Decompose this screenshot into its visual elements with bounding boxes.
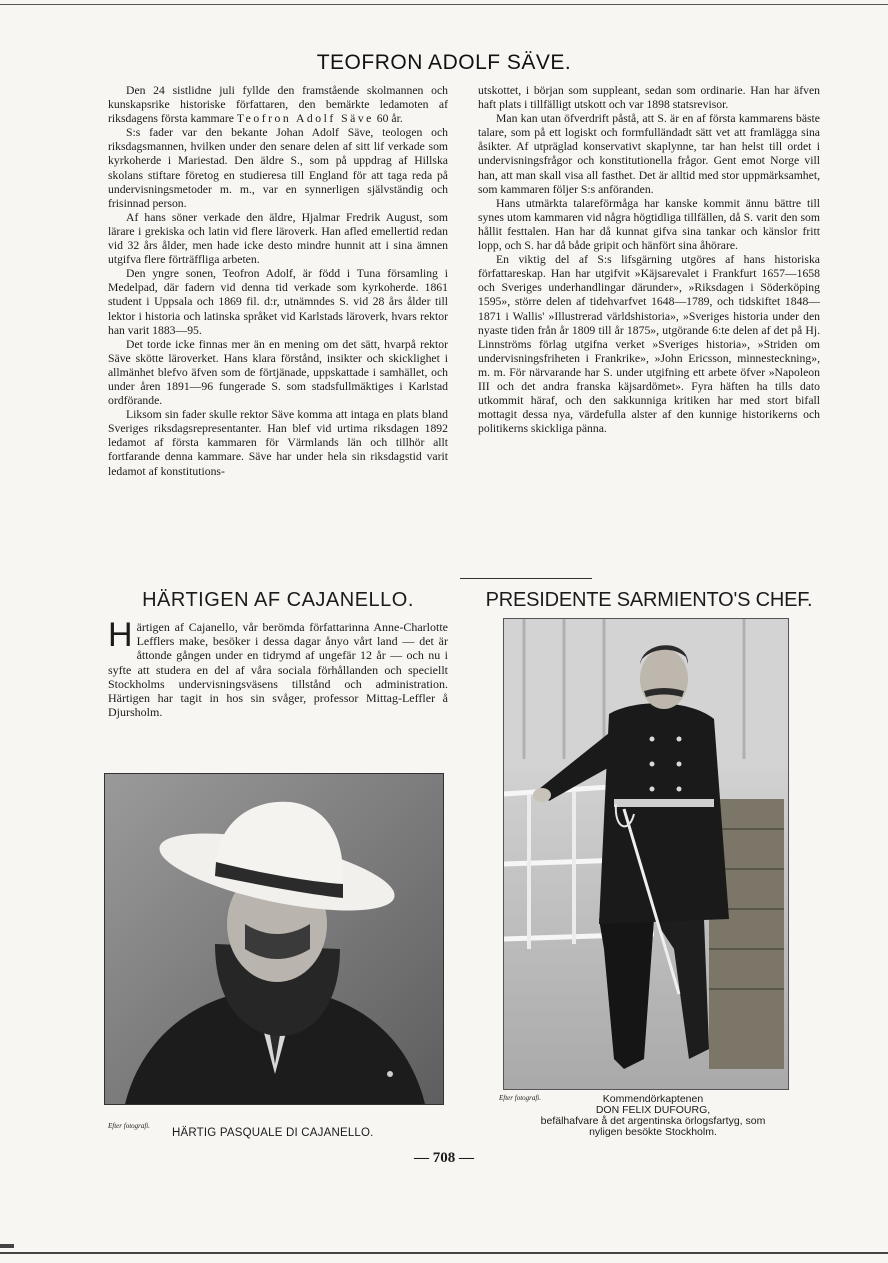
caption-line: nyligen besökte Stockholm. — [589, 1126, 717, 1138]
section-divider — [460, 578, 592, 579]
caption-cajanello: HÄRTIG PASQUALE DI CAJANELLO. — [172, 1127, 374, 1139]
caption-dufourg — [503, 1094, 803, 1138]
article-title-sarmiento: PRESIDENTE SARMIENTO'S CHEF. — [485, 589, 813, 611]
paragraph: utskottet, i början som suppleant, sedan som ordinarie. Han har äfven haft plats i tillfälligt utskott och var 1898 statsrevisor. — [478, 84, 820, 112]
bottom-mark — [0, 1244, 14, 1248]
article-column-left — [108, 84, 448, 479]
paragraph: En viktig del af S:s lifsgärning utgöres af hans historiska författareskap. Han har utgifvit »Käjsarevalet i Frankfurt 1657—1658 och Sveriges underhandlingar därunder», »Riksdagen i Söderköping 1595», större delen af tidehvarfvet 1648—1789, och tidskiftet 1848—1871 i Wallis' »Illustrerad världshistoria», »Sveriges historia under den nyaste tiden från år 1809 till år 1875», utgörande 6:te delen af det på Hj. Linnströms förlag utgifna verket »Sveriges historia», »Striden om undervisningsfriheten i Frankrike», »John Ericsson, minnesteckning», m. m. För närvarande har S. under utgifning ett arbete öfver »Napoleon III och det andra franska käjsardömet». Fyra häften ha tills dato utkommit häraf, och den sakkunniga kritiken har med stort bifall mottagit dessa nya, värdefulla alster af den kunnige historikerns och politikerns skickliga pänna. — [478, 253, 820, 436]
photo-credit: Efter fotografi. — [499, 1094, 541, 1102]
paragraph: ärtigen af Cajanello, vår berömda författarinna Anne-Charlotte Lefflers make, besöker i dessa dagar ånyo vårt land — det är åttonde gången under en tidrymd af ungefär 12 år — och nu i syfte att studera en del af våra sociala förhållanden och speciellt Stockholms undervisningsväsens tillstånd och administration. Härtigen har tagit in hos sin svåger, professor Mittag-Leffler å Djursholm. — [108, 620, 448, 720]
photo-credit: Efter fotografi. — [108, 1122, 150, 1130]
paragraph: Af hans söner verkade den äldre, Hjalmar Fredrik August, som lärare i grekiska och latin vid flere läroverk. Han afled emellertid redan vid 32 års ålder, men hade icke desto mindre hunnit att i sina ämnen utgifva flere förträffliga arbeten. — [108, 210, 448, 267]
paragraph: Den yngre sonen, Teofron Adolf, är född i Tuna församling i Medelpad, där fadern vid denna tid verkade som kyrkoherde. 1861 student i Uppsala och 1869 fil. d:r, utnämndes S. vid 28 års ålder till lektor i historia och latinska språket vid Karlstads läroverk, hvars rektor han varit 1883—95. — [108, 267, 448, 337]
paragraph: Den 24 sistlidne juli fyllde den framstående skolmannen och kunskapsrike historiske författaren, den bemärkte ledamoten af riksdagens första kammare Teofron Adolf Säve 60 år. — [108, 84, 448, 126]
paragraph: Man kan utan öfverdrift påstå, att S. är en af första kammarens bäste talare, som på ett logiskt och formfulländadt sätt vet att framlägga sina åsikter. Af utpräglad konservativt skaplynne, tar han helst till ordet i undervisningsfrågor och konstitutionella frågor. Gent emot Norge vill han, att man skall visa all fasthet. Det är alltid med stor uppmärksamhet, som kammaren följer S:s anföranden. — [478, 112, 820, 196]
article-column-right — [478, 84, 820, 436]
article-title-save: TEOFRON ADOLF SÄVE. — [316, 51, 572, 74]
caption-line: befälhafvare å det argentinska örlogsfartyg, som — [540, 1115, 766, 1127]
article-body-cajanello — [108, 616, 448, 720]
portrait-photo-cajanello — [104, 773, 444, 1105]
page-number: — 708 — — [414, 1150, 474, 1166]
caption-line: Kommendörkaptenen — [602, 1093, 704, 1105]
top-rule — [0, 4, 888, 5]
drop-cap: H — [108, 616, 133, 654]
paragraph: Hans utmärkta talareförmåga har kanske kommit ännu bättre till synes utom kammaren vid några högtidliga tillfällen, då S. varit den som hållit festtalen. Han har då kunnat gifva sina tankar och känslor fritt lopp, och S. har då både gripit och hänfört sina åhörare. — [478, 196, 820, 253]
paragraph: Liksom sin fader skulle rektor Säve komma att intaga en plats bland Sveriges riksdagsrepresentanter. Han blef vid urtima riksdagen 1892 ledamot af första kammaren för Värmlands län och tillhör allt fortfarande denna kammare. Säve har under hela sin riksdagstid varit ledamot af konstitutions- — [108, 408, 448, 478]
paragraph: S:s fader var den bekante Johan Adolf Säve, teologen och riksdagsmannen, hvilken under den senare delen af sitt lif verkade som kyrkoherde i Mariestad. Den äldre S., som på uppdrag af Hillska skolans stiftare företog en studieresa till England för att taga reda på undervisningsmetoder m. m., var en synnerligen självständig och frisinnad person. — [108, 126, 448, 210]
bottom-rule — [0, 1252, 888, 1254]
person-name: Teofron Adolf Säve — [236, 112, 374, 126]
paragraph: Det torde icke finnas mer än en mening om det sätt, hvarpå rektor Säve skötte läroverket. Hans klara förstånd, insikter och skicklighet i allmänhet blefvo äfven som de förtjänade, uppskattade i samhället, och under åren 1891—96 fungerade S. som stadsfullmäktiges i Karlstad ordförande. — [108, 337, 448, 408]
portrait-photo-dufourg — [503, 618, 789, 1090]
caption-line: DON FELIX DUFOURG, — [595, 1104, 711, 1116]
article-title-cajanello: HÄRTIGEN AF CAJANELLO. — [142, 589, 414, 611]
